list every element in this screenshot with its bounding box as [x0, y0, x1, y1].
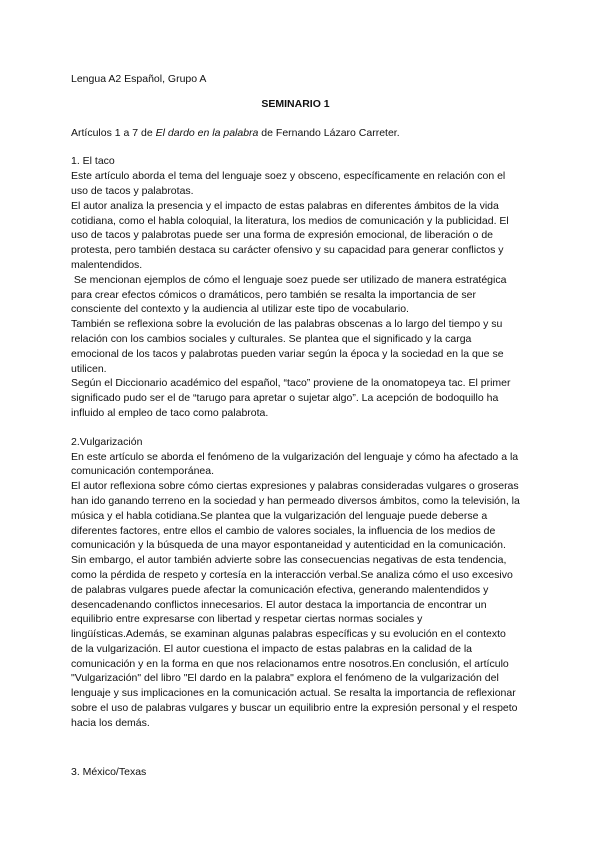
document-subtitle: [71, 126, 520, 141]
paragraph: El autor analiza la presencia y el impacto de estas palabras en diferentes ámbitos de la vida cotidiana, como el habla coloquial, la literatura, los medios de comunicación y la publicidad. El uso de tacos y palabrotas puede ser una forma de expresión emocional, de liberación o de protesta, pero también destaca su carácter ofensivo y su capacidad para generar conflictos y malentendidos.: [71, 199, 509, 271]
paragraph: Según el Diccionario académico del español, “taco” proviene de la onomatopeya tac. El primer significado pudo ser el de “tarugo para apretar o sujetar algo”. La acepción de bodoquillo ha influido al empleo de taco como palabrota.: [71, 377, 511, 419]
section-mexico-texas: [71, 765, 520, 780]
subtitle-book-title: El dardo en la palabra: [155, 126, 259, 139]
subtitle-suffix: de Fernando Lázaro Carreter.: [258, 126, 400, 139]
section-title: 3. México/Texas: [71, 765, 147, 778]
paragraph: Este artículo aborda el tema del lenguaje soez y obsceno, específicamente en relación con el uso de tacos y palabrotas.: [71, 170, 506, 197]
paragraph: Se mencionan ejemplos de cómo el lenguaje soez puede ser utilizado de manera estratégica para crear efectos cómicos o dramáticos, pero también se resalta la importancia de ser consciente del contexto y la audiencia al utilizar este tipo de vocabulario.: [71, 273, 510, 316]
section-title: 2.Vulgarización: [71, 435, 143, 448]
paragraph: También se reflexiona sobre la evolución de las palabras obscenas a lo largo del tiempo y su relación con los cambios sociales y culturales. Se plantea que el significado y la carga emocional de los tacos y palabrotas pueden variar según la época y la sociedad en la que se utilicen.: [71, 318, 504, 375]
course-header: Lengua A2 Español, Grupo A: [71, 73, 207, 85]
document-title: SEMINARIO 1: [261, 97, 330, 110]
paragraph: El autor reflexiona sobre cómo ciertas expresiones y palabras consideradas vulgares o groseras han ido ganando terreno en la sociedad y han permeado diversos ámbitos, como la televisión, la música y el habla cotidiana.Se plantea que la vulgarización del lenguaje puede deberse a diferentes factores, entre ellos el cambio de valores sociales, la influencia de los medios de comunicación y la búsqueda de una mayor espontaneidad y autenticidad en la comunicación. Sin embargo, el autor también advierte sobre las consecuencias negativas de esta tendencia, como la pérdida de respeto y cortesía en la interacción verbal.Se analiza cómo el uso excesivo de palabras vulgares puede afectar la comunicación efectiva, generando malentendidos y desencadenando conflictos innecesarios. El autor destaca la importancia de encontrar un equilibrio entre expresarse con libertad y respetar ciertas normas sociales y lingüísticas.Además, se examinan algunas palabras específicas y su evolución en el contexto de la vulgarización. El autor cuestiona el impacto de estas palabras en la calidad de la comunicación y en la forma en que nos relacionamos entre nosotros.En conclusión, el artículo "Vulgarización" del libro "El dardo en la palabra" explora el fenómeno de la vulgarización del lenguaje y sus implicaciones en la comunicación actual. Se resalta la importancia de reflexionar sobre el uso de palabras vulgares y buscar un equilibrio entre la expresión personal y el respeto hacia los demás.: [71, 480, 520, 729]
section-title: 1. El taco: [71, 155, 115, 168]
subtitle-prefix: Artículos 1 a 7 de: [71, 126, 156, 139]
section-spacer: [71, 745, 520, 765]
section-vulgarizacion: [71, 435, 520, 731]
section-el-taco: [71, 154, 520, 420]
paragraph: En este artículo se aborda el fenómeno de la vulgarización del lenguaje y cómo ha afectado a la comunicación contemporánea.: [71, 450, 519, 478]
